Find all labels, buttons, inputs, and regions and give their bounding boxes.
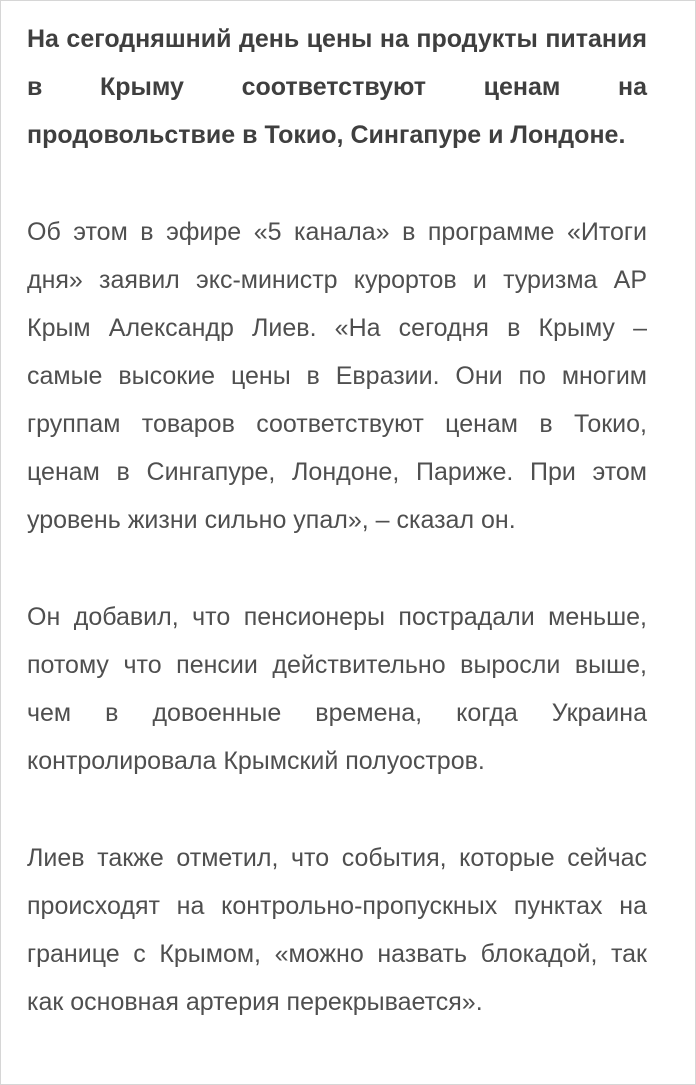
article-body: [27, 15, 647, 1026]
article-paragraph-3: Лиев также отметил, что события, которые сейчас происходят на контрольно-пропускных пунктах на границе с Крымом, «можно назвать блокадой, так как основная артерия перекрывается».: [27, 844, 647, 1016]
article-paragraph-2: Он добавил, что пенсионеры пострадали меньше, потому что пенсии действительно выросли выше, чем в довоенные времена, когда Украина контролировала Крымский полуостров.: [27, 603, 647, 775]
article-lead: На сегодняшний день цены на продукты питания в Крыму соответствуют ценам на продовольствие в Токио, Сингапуре и Лондоне.: [27, 25, 647, 149]
article-paragraph-1: Об этом в эфире «5 канала» в программе «Итоги дня» заявил экс-министр курортов и туризма АР Крым Александр Лиев. «На сегодня в Крыму – самые высокие цены в Евразии. Они по многим группам товаров соответствуют ценам в Токио, ценам в Сингапуре, Лондоне, Париже. При этом уровень жизни сильно упал», – сказал он.: [27, 218, 647, 534]
